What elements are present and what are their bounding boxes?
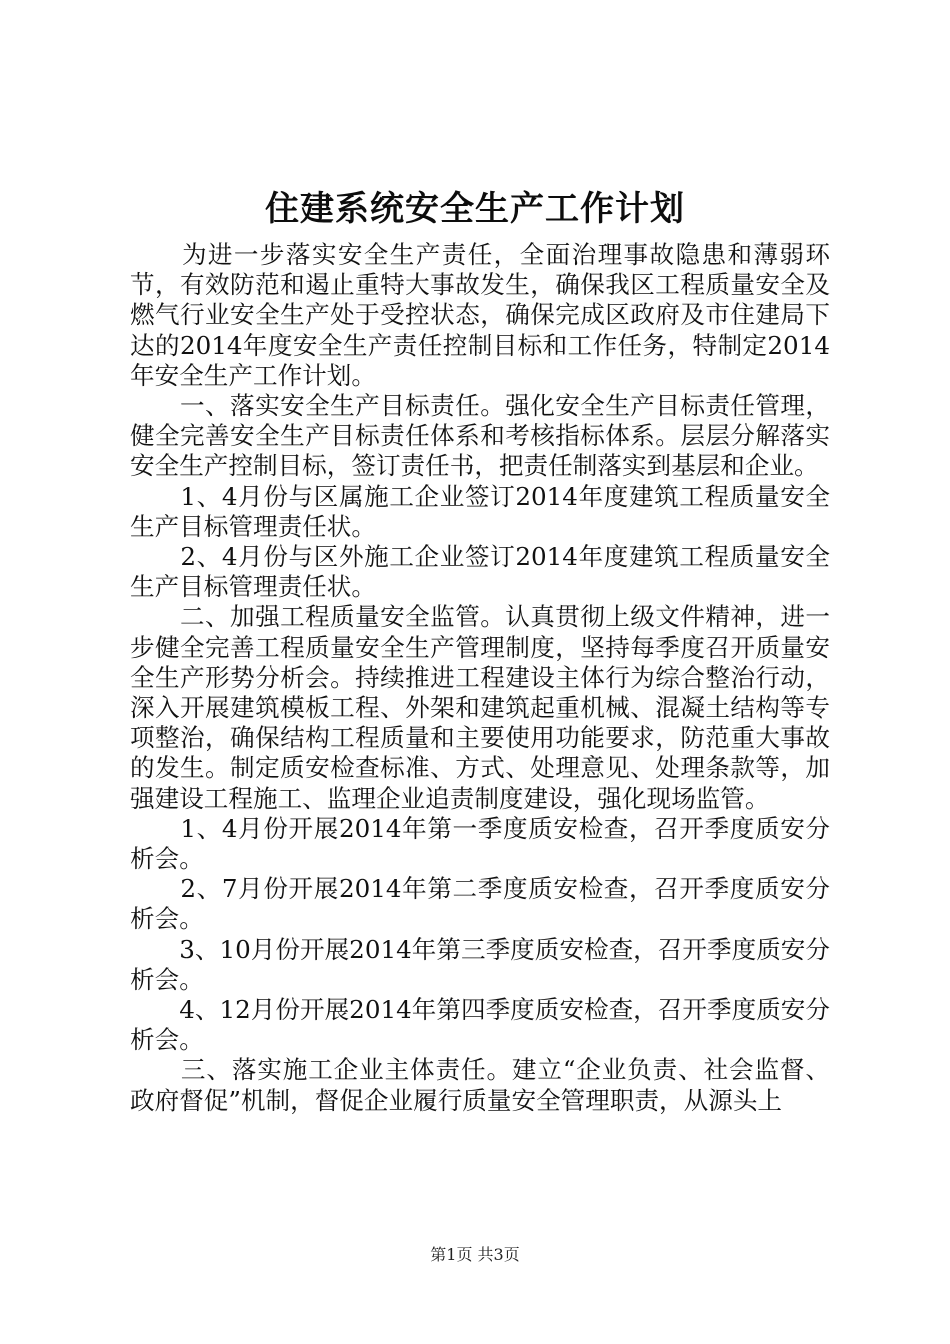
section-2-item-3: 3、10月份开展2014年第三季度质安检查，召开季度质安分析会。 [130, 934, 830, 994]
document-title: 住建系统安全生产工作计划 [265, 189, 685, 229]
section-2-item-2: 2、7月份开展2014年第二季度质安检查，召开季度质安分析会。 [130, 874, 830, 934]
section-3-heading-paragraph: 三、落实施工企业主体责任。建立“企业负责、社会监督、政府督促”机制，督促企业履行质量安全管理职责，从源头上 [130, 1055, 830, 1115]
section-1-item-1: 1、4月份与区属施工企业签订2014年度建筑工程质量安全生产目标管理责任状。 [130, 481, 830, 541]
section-2-item-4: 4、12月份开展2014年第四季度质安检查，召开季度质安分析会。 [130, 995, 830, 1055]
section-1-heading-paragraph: 一、落实安全生产目标责任。强化安全生产目标责任管理，健全完善安全生产目标责任体系和考核指标体系。层层分解落实安全生产控制目标，签订责任书，把责任制落实到基层和企业。 [130, 391, 830, 481]
page-footer: 第1页 共3页 [430, 1245, 520, 1264]
section-1-item-2: 2、4月份与区外施工企业签订2014年度建筑工程质量安全生产目标管理责任状。 [130, 542, 830, 602]
section-2-item-1: 1、4月份开展2014年第一季度质安检查，召开季度质安分析会。 [130, 813, 830, 874]
section-2-heading-paragraph: 二、加强工程质量安全监管。认真贯彻上级文件精神，进一步健全完善工程质量安全生产管理制度，坚持每季度召开质量安全生产形势分析会。持续推进工程建设主体行为综合整治行动，深入开展建筑模板工程、外架和建筑起重机械、混凝土结构等专项整治，确保结构工程质量和主要使用功能要求，防范重大事故的发生。制定质安检查标准、方式、处理意见、处理条款等，加强建设工程施工、监理企业追责制度建设，强化现场监管。 [130, 602, 830, 813]
intro-paragraph: 为进一步落实安全生产责任，全面治理事故隐患和薄弱环节，有效防范和遏止重特大事故发生，确保我区工程质量安全及燃气行业安全生产处于受控状态，确保完成区政府及市住建局下达的2014年度安全生产责任控制目标和工作任务，特制定2014年安全生产工作计划。 [130, 240, 830, 390]
document-body [130, 240, 830, 1116]
